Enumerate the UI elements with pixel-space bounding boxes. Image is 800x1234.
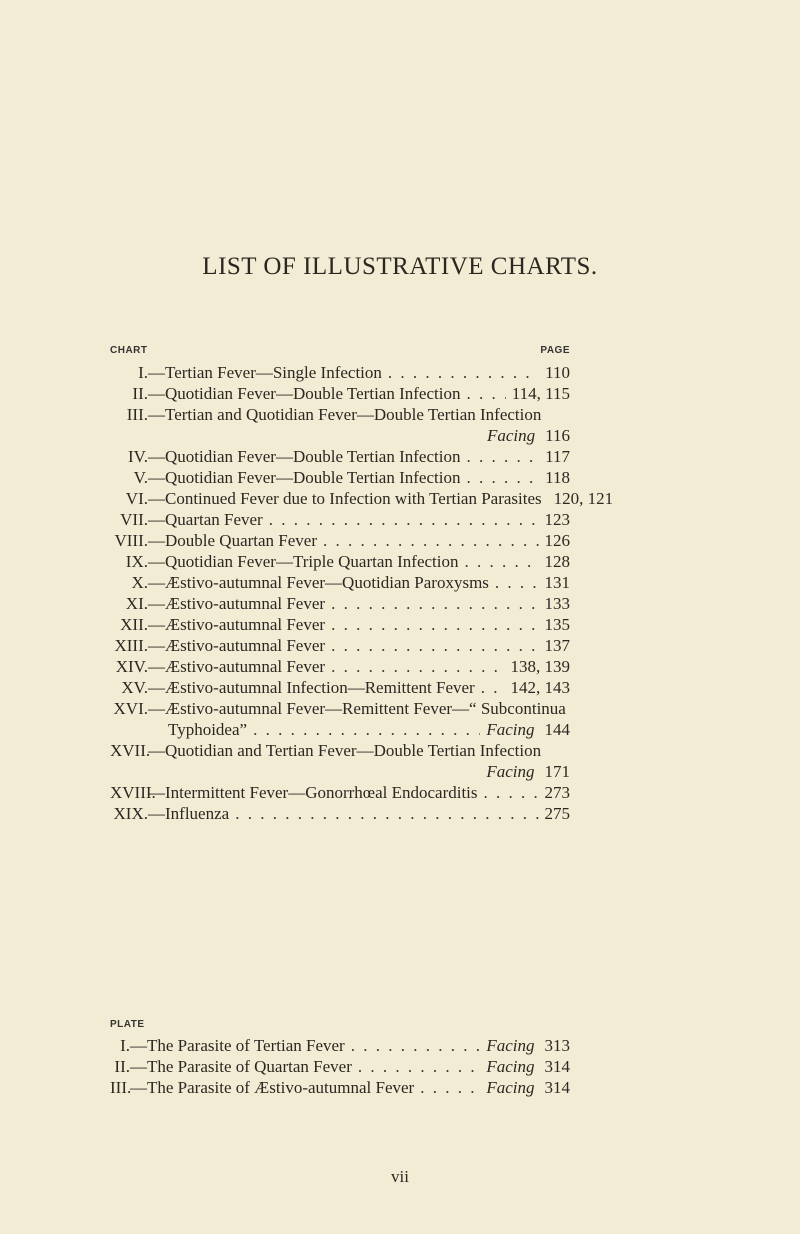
dot-leader bbox=[269, 509, 539, 530]
entry-line bbox=[110, 1077, 570, 1098]
entry-line bbox=[110, 782, 570, 803]
entry-label bbox=[110, 740, 541, 761]
entry-numeral: II. bbox=[114, 1057, 130, 1076]
chart-entry bbox=[110, 572, 570, 593]
page-number: 133 bbox=[544, 594, 570, 613]
entry-numeral: II. bbox=[132, 384, 148, 403]
page-number: 114, 115 bbox=[511, 384, 570, 403]
entry-title: —Æstivo-autumnal Fever bbox=[148, 615, 326, 634]
chart-column-header: CHART bbox=[110, 345, 148, 356]
chart-entry bbox=[110, 677, 570, 698]
entry-numeral: IX. bbox=[125, 552, 148, 571]
entry-numeral: XVII. bbox=[110, 741, 151, 760]
entry-line bbox=[110, 635, 570, 656]
page-number: 314 bbox=[544, 1078, 570, 1097]
entry-line bbox=[110, 656, 570, 677]
dot-leader bbox=[358, 1056, 480, 1077]
entry-label bbox=[110, 698, 566, 719]
page-number: 117 bbox=[545, 447, 570, 466]
entry-line bbox=[110, 383, 570, 404]
plate-entry bbox=[110, 1077, 570, 1098]
page-number: 110 bbox=[545, 363, 570, 382]
facing-label: Facing bbox=[486, 762, 535, 781]
entry-title: —Tertian Fever—Single Infection bbox=[148, 363, 382, 382]
page-number: 118 bbox=[545, 468, 570, 487]
chart-entry bbox=[110, 488, 614, 509]
entry-label bbox=[110, 614, 325, 635]
entry-line bbox=[110, 572, 570, 593]
page-number: 135 bbox=[544, 615, 570, 634]
page-number: 273 bbox=[544, 783, 570, 802]
entry-line-2 bbox=[110, 425, 570, 446]
entry-numeral: VII. bbox=[120, 510, 148, 529]
facing-label: Facing bbox=[486, 1036, 535, 1055]
chart-entry bbox=[110, 656, 570, 677]
chart-entry bbox=[110, 467, 570, 488]
entry-title: —Influenza bbox=[148, 804, 230, 823]
entry-numeral: XIV. bbox=[115, 657, 148, 676]
page-number: 123 bbox=[544, 510, 570, 529]
plate-entry bbox=[110, 1056, 570, 1077]
entry-label bbox=[110, 656, 325, 677]
entry-line-2 bbox=[110, 719, 570, 740]
dot-leader bbox=[481, 677, 505, 698]
entry-line bbox=[110, 803, 570, 824]
chart-entry bbox=[110, 530, 570, 551]
entry-numeral: VIII. bbox=[114, 531, 148, 550]
entry-title: —Quotidian Fever—Double Tertian Infection bbox=[148, 384, 461, 403]
entry-title: —Æstivo-autumnal Fever bbox=[148, 594, 326, 613]
dot-leader bbox=[351, 1035, 481, 1056]
entry-label bbox=[110, 1077, 414, 1098]
entry-line bbox=[110, 1056, 570, 1077]
entry-title: —Quotidian Fever—Double Tertian Infection bbox=[148, 468, 461, 487]
entry-title: —Quotidian Fever—Triple Quartan Infection bbox=[148, 552, 459, 571]
entry-numeral: XV. bbox=[121, 678, 148, 697]
facing-label: Facing bbox=[486, 1057, 535, 1076]
entry-title: —Æstivo-autumnal Fever—Quotidian Paroxysms bbox=[148, 573, 489, 592]
entry-numeral: III. bbox=[126, 405, 148, 424]
dot-leader bbox=[495, 572, 539, 593]
entry-title: —Double Quartan Fever bbox=[148, 531, 318, 550]
entry-numeral: V. bbox=[133, 468, 148, 487]
page-number-footer: vii bbox=[391, 1167, 409, 1186]
entry-label bbox=[110, 383, 460, 404]
entry-title: —The Parasite of Æstivo-autumnal Fever bbox=[130, 1078, 415, 1097]
entry-line bbox=[110, 614, 570, 635]
entry-title: —Quotidian Fever—Double Tertian Infection bbox=[148, 447, 461, 466]
entry-label bbox=[110, 404, 541, 425]
page-number: 131 bbox=[544, 573, 570, 592]
plate-list bbox=[110, 1035, 570, 1098]
entry-line bbox=[110, 488, 614, 509]
chart-entry bbox=[110, 404, 570, 446]
page-number: 128 bbox=[544, 552, 570, 571]
dot-leader bbox=[466, 383, 505, 404]
page-title: LIST OF ILLUSTRATIVE CHARTS. bbox=[202, 253, 598, 280]
entry-label bbox=[110, 530, 317, 551]
plate-entry bbox=[110, 1035, 570, 1056]
page-number: 275 bbox=[544, 804, 570, 823]
page-column-header: PAGE bbox=[540, 345, 570, 356]
page-number: 126 bbox=[544, 531, 570, 550]
entry-title: —Æstivo-autumnal Fever bbox=[148, 657, 326, 676]
dot-leader bbox=[331, 635, 538, 656]
entry-line bbox=[110, 362, 570, 383]
chart-entry bbox=[110, 509, 570, 530]
entry-title: —Æstivo-autumnal Fever—Remittent Fever—“ Subcontinua bbox=[148, 699, 566, 718]
entry-label bbox=[110, 551, 459, 572]
entry-numeral: XII. bbox=[120, 615, 148, 634]
entry-line bbox=[110, 530, 570, 551]
entry-line bbox=[110, 740, 570, 761]
entry-label bbox=[110, 572, 489, 593]
chart-entry bbox=[110, 446, 570, 467]
dot-leader bbox=[466, 467, 539, 488]
entry-label bbox=[110, 362, 382, 383]
dot-leader bbox=[466, 446, 539, 467]
chart-entry bbox=[110, 803, 570, 824]
facing-label: Facing bbox=[486, 1078, 535, 1097]
entry-line bbox=[110, 593, 570, 614]
entry-line bbox=[110, 509, 570, 530]
chart-entry bbox=[110, 740, 570, 782]
dot-leader bbox=[323, 530, 538, 551]
entry-label bbox=[110, 593, 325, 614]
entry-label bbox=[110, 446, 460, 467]
entry-label bbox=[110, 803, 229, 824]
chart-entry bbox=[110, 362, 570, 383]
entry-numeral: XI. bbox=[125, 594, 148, 613]
page-number: 144 bbox=[544, 720, 570, 739]
entry-line bbox=[110, 467, 570, 488]
entry-label bbox=[110, 488, 542, 509]
entry-numeral: XVI. bbox=[113, 699, 148, 718]
page-number: 138, 139 bbox=[510, 657, 570, 676]
entry-numeral: XVIII. bbox=[110, 783, 156, 802]
entry-label bbox=[110, 1035, 345, 1056]
entry-numeral: I. bbox=[120, 1036, 130, 1055]
entry-label bbox=[110, 635, 325, 656]
chart-entry bbox=[110, 635, 570, 656]
facing-label: Facing bbox=[486, 426, 536, 445]
entry-line-2 bbox=[110, 761, 570, 782]
dot-leader bbox=[484, 782, 539, 803]
chart-entry bbox=[110, 782, 570, 803]
page-number: 314 bbox=[544, 1057, 570, 1076]
entry-title: —Tertian and Quotidian Fever—Double Tertian Infection bbox=[148, 405, 542, 424]
entry-title: —Æstivo-autumnal Fever bbox=[148, 636, 326, 655]
entry-line bbox=[110, 1035, 570, 1056]
entry-label bbox=[110, 467, 460, 488]
entry-numeral: IV. bbox=[128, 447, 148, 466]
entry-label bbox=[110, 509, 263, 530]
entry-line bbox=[110, 446, 570, 467]
dot-leader bbox=[331, 593, 538, 614]
page-number: 120, 121 bbox=[553, 489, 614, 508]
dot-leader bbox=[388, 362, 539, 383]
entry-line bbox=[110, 677, 570, 698]
chart-entry bbox=[110, 593, 570, 614]
entry-title: —Æstivo-autumnal Infection—Remittent Fever bbox=[148, 678, 475, 697]
page-number: 171 bbox=[544, 762, 570, 781]
dot-leader bbox=[331, 656, 504, 677]
entry-title: —Continued Fever due to Infection with Tertian Parasites bbox=[148, 489, 542, 508]
chart-entry bbox=[110, 383, 570, 404]
entry-label bbox=[110, 1056, 352, 1077]
dot-leader bbox=[420, 1077, 480, 1098]
page-number: 137 bbox=[544, 636, 570, 655]
entry-numeral: XIX. bbox=[113, 804, 148, 823]
entry-numeral: I. bbox=[138, 363, 148, 382]
page-number: 142, 143 bbox=[510, 678, 570, 697]
entry-title: —Intermittent Fever—Gonorrhœal Endocarditis bbox=[148, 783, 478, 802]
dot-leader bbox=[331, 614, 538, 635]
dot-leader bbox=[465, 551, 539, 572]
dot-leader bbox=[235, 803, 538, 824]
entry-title: —Quartan Fever bbox=[148, 510, 263, 529]
entry-title-continued: Typhoidea” bbox=[168, 720, 248, 739]
entry-line bbox=[110, 698, 570, 719]
chart-entry bbox=[110, 614, 570, 635]
facing-label: Facing bbox=[486, 720, 535, 739]
entry-numeral: VI. bbox=[125, 489, 148, 508]
entry-title: —The Parasite of Quartan Fever bbox=[130, 1057, 352, 1076]
chart-list bbox=[110, 362, 614, 824]
entry-numeral: X. bbox=[131, 573, 148, 592]
entry-title: —Quotidian and Tertian Fever—Double Tertian Infection bbox=[148, 741, 542, 760]
entry-label bbox=[110, 677, 475, 698]
entry-numeral: XIII. bbox=[114, 636, 148, 655]
chart-entry bbox=[110, 551, 570, 572]
chart-entry bbox=[110, 698, 570, 740]
plate-column-header: PLATE bbox=[110, 1019, 145, 1030]
entry-numeral: III. bbox=[110, 1078, 132, 1097]
entry-label bbox=[110, 782, 478, 803]
page-number: 116 bbox=[545, 426, 570, 445]
entry-line bbox=[110, 404, 570, 425]
entry-line bbox=[110, 551, 570, 572]
dot-leader bbox=[253, 719, 480, 740]
page-number: 313 bbox=[544, 1036, 570, 1055]
entry-title: —The Parasite of Tertian Fever bbox=[130, 1036, 345, 1055]
